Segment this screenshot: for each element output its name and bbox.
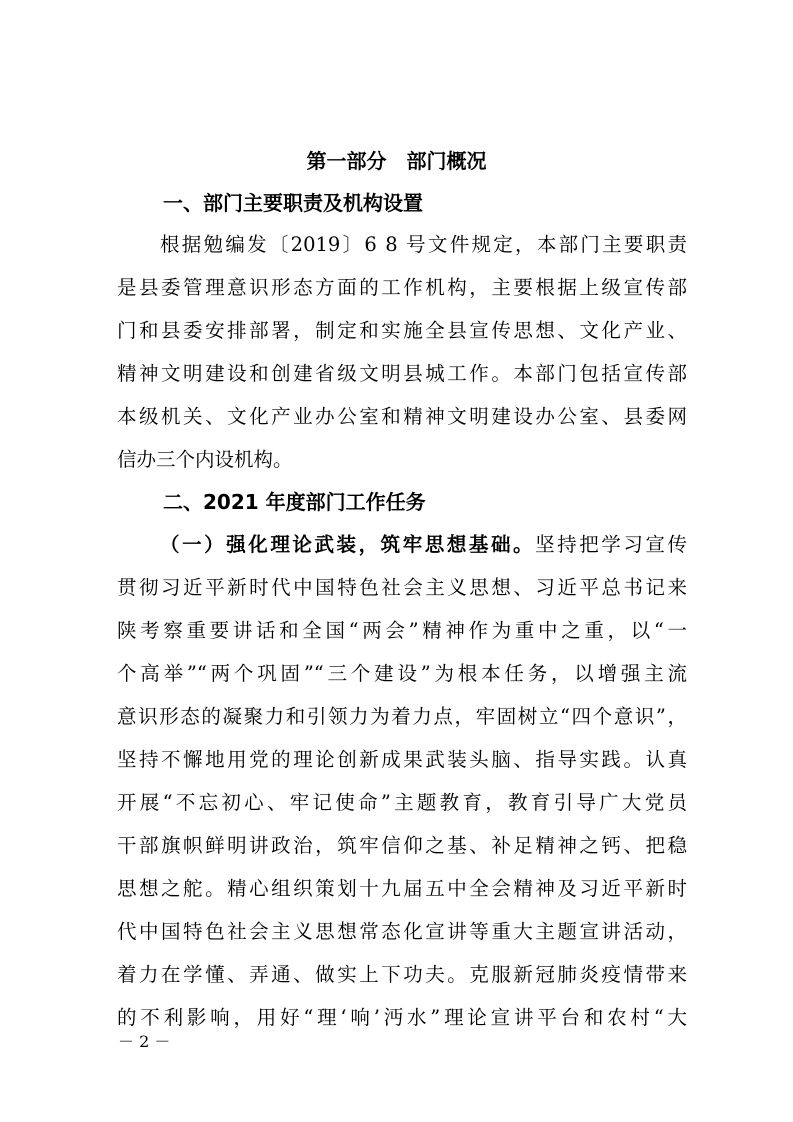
- paragraph-line: 本级机关、文化产业办公室和精神文明建设办公室、县委网: [117, 405, 687, 428]
- subsection-heading: （一）强化理论武装，筑牢思想基础。: [160, 533, 536, 556]
- section-heading-responsibilities: 一、部门主要职责及机构设置: [163, 191, 423, 215]
- paragraph-text: 坚持把学习宣传: [535, 533, 687, 556]
- paragraph-line: 开展“不忘初心、牢记使命”主题教育，教育引导广大党员: [117, 791, 687, 814]
- paragraph-line: 的不利影响，用好“理‘响’沔水”理论宣讲平台和农村“大: [117, 1006, 687, 1029]
- paragraph-line: 代中国特色社会主义思想常态化宣讲等重大主题宣讲活动，: [117, 920, 687, 943]
- section-heading-tasks: 二、2021 年度部门工作任务: [163, 490, 426, 514]
- paragraph-line: 根据勉编发〔2019〕6 8 号文件规定，本部门主要职责: [160, 233, 687, 256]
- paragraph-line: 门和县委安排部署，制定和实施全县宣传思想、文化产业、: [117, 319, 687, 342]
- paragraph-line: 是县委管理意识形态方面的工作机构，主要根据上级宣传部: [117, 276, 687, 299]
- paragraph-line: 贯彻习近平新时代中国特色社会主义思想、习近平总书记来: [117, 576, 687, 599]
- paragraph-line: 陕考察重要讲话和全国“两会”精神作为重中之重，以“一: [117, 619, 687, 642]
- page-number: － 2 －: [118, 1032, 171, 1051]
- paragraph-line: 思想之舵。精心组织策划十九届五中全会精神及习近平新时: [117, 877, 687, 900]
- paragraph-line: 个高举”“两个巩固”“三个建设”为根本任务，以增强主流: [117, 662, 687, 685]
- page-title: 第一部分 部门概况: [306, 149, 487, 173]
- paragraph-first-line: [160, 532, 687, 558]
- paragraph-line: 信办三个内设机构。: [117, 448, 293, 471]
- paragraph-line: 干部旗帜鲜明讲政治，筑牢信仰之基、补足精神之钙、把稳: [117, 834, 687, 857]
- paragraph-line: 意识形态的凝聚力和引领力为着力点，牢固树立“四个意识”，: [117, 705, 687, 728]
- paragraph-line: 精神文明建设和创建省级文明县城工作。本部门包括宣传部: [117, 362, 687, 385]
- paragraph-line: 坚持不懈地用党的理论创新成果武装头脑、指导实践。认真: [117, 748, 687, 771]
- paragraph-line: 着力在学懂、弄通、做实上下功夫。克服新冠肺炎疫情带来: [117, 963, 687, 986]
